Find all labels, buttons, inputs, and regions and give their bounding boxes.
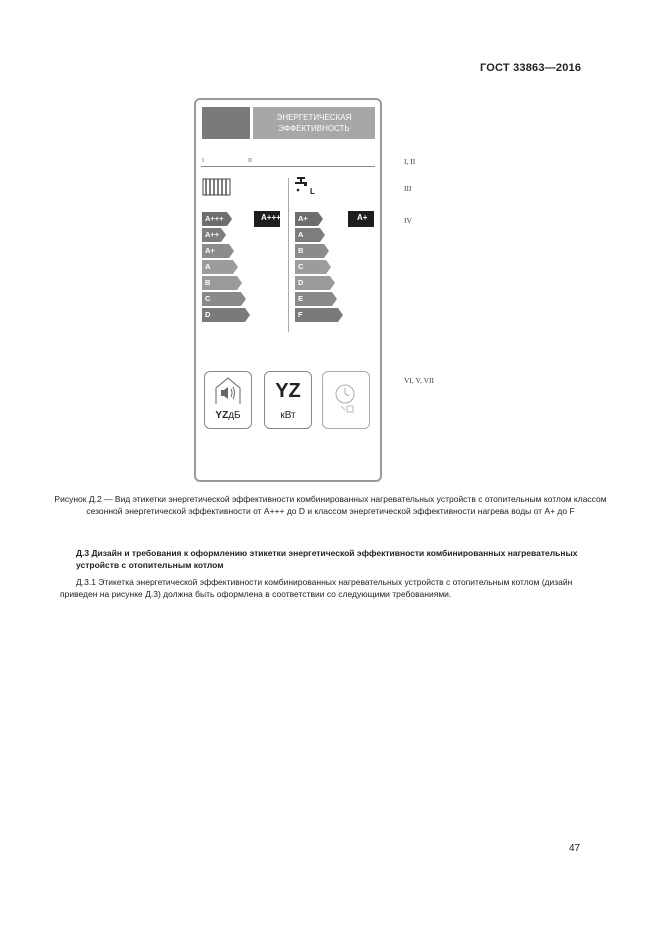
heating-class-arrow <box>202 308 250 322</box>
water-indicator-label: A+ <box>357 213 368 222</box>
side-label-i-ii: I, II <box>404 157 416 166</box>
water-class-arrow <box>295 292 337 306</box>
water-class-arrow <box>295 260 331 274</box>
power-value: YZ <box>275 380 301 402</box>
figure-caption: Рисунок Д.2 — Вид этикетки энергетической эффективности комбинированных нагревательных устройств с отопительным котлом классом сезонной энергетической эффективности от А+++ до D и классом энергетической эффективности нагрева воды от А+ до F <box>54 494 607 516</box>
heating-class-label: C <box>205 294 211 303</box>
water-class-arrow <box>295 244 329 258</box>
page-number: 47 <box>569 843 581 854</box>
tap-letter: L <box>310 187 315 196</box>
water-class-arrow <box>295 228 325 242</box>
heating-indicator-label: A+++ <box>261 213 281 222</box>
heating-indicator <box>254 211 280 227</box>
heating-class-arrow <box>202 244 234 258</box>
water-class-label: C <box>298 262 304 271</box>
label-logo-area <box>202 107 250 139</box>
water-class-label: F <box>298 310 303 319</box>
heating-class-arrow <box>202 260 238 274</box>
section-heading: Д.3 Дизайн и требования к оформлению этикетки энергетической эффективности комбинированных нагревательных устройств с отопительным котлом <box>76 548 578 570</box>
radiator-icon <box>202 176 232 198</box>
label-divider <box>288 178 289 332</box>
water-class-arrow <box>295 308 343 322</box>
water-class-arrow <box>295 276 335 290</box>
label-title-line2: ЭФФЕКТИВНОСТЬ <box>278 124 350 133</box>
power-unit: кВт <box>280 410 296 421</box>
heating-class-label: A+++ <box>205 214 224 223</box>
heating-class-arrow <box>202 276 242 290</box>
sound-house-icon <box>205 374 251 408</box>
water-class-label: E <box>298 294 304 303</box>
label-title-line1: ЭНЕРГЕТИЧЕСКАЯ <box>276 113 352 122</box>
water-class-label: B <box>298 246 304 255</box>
water-class-label: D <box>298 278 304 287</box>
sound-level-box <box>204 371 252 429</box>
heating-class-arrow <box>202 292 246 306</box>
water-class-label: A <box>298 230 304 239</box>
heating-class-label: D <box>205 310 211 319</box>
section-paragraph: Д.3.1 Этикетка энергетической эффективности комбинированных нагревательных устройств с отопительным котлом (дизайн приведен на рисунке Д.3) должна быть оформлена в соответствии со следующими требованиями. <box>60 577 573 599</box>
timer-icon <box>323 374 369 426</box>
side-label-iv: IV <box>404 216 412 225</box>
label-field-i: I <box>202 158 204 164</box>
water-class-arrow <box>295 212 323 226</box>
label-field-ii: II <box>248 158 252 164</box>
water-class-label: A+ <box>298 214 308 223</box>
sound-value: YZ <box>215 410 229 421</box>
water-indicator <box>348 211 374 227</box>
heating-class-label: B <box>205 278 211 287</box>
heating-class-label: A++ <box>205 230 220 239</box>
label-separator <box>201 166 375 167</box>
label-title <box>253 107 375 139</box>
heating-class-arrow <box>202 228 226 242</box>
heating-class-arrow <box>202 212 232 226</box>
heating-class-label: A+ <box>205 246 215 255</box>
sound-unit: дБ <box>228 410 241 421</box>
side-label-vi-v-vii: VI, V, VII <box>404 376 435 385</box>
timer-box <box>322 371 370 429</box>
heating-class-label: A <box>205 262 211 271</box>
power-box <box>264 371 312 429</box>
standard-number: ГОСТ 33863—2016 <box>480 62 582 74</box>
side-label-iii: III <box>404 184 412 193</box>
